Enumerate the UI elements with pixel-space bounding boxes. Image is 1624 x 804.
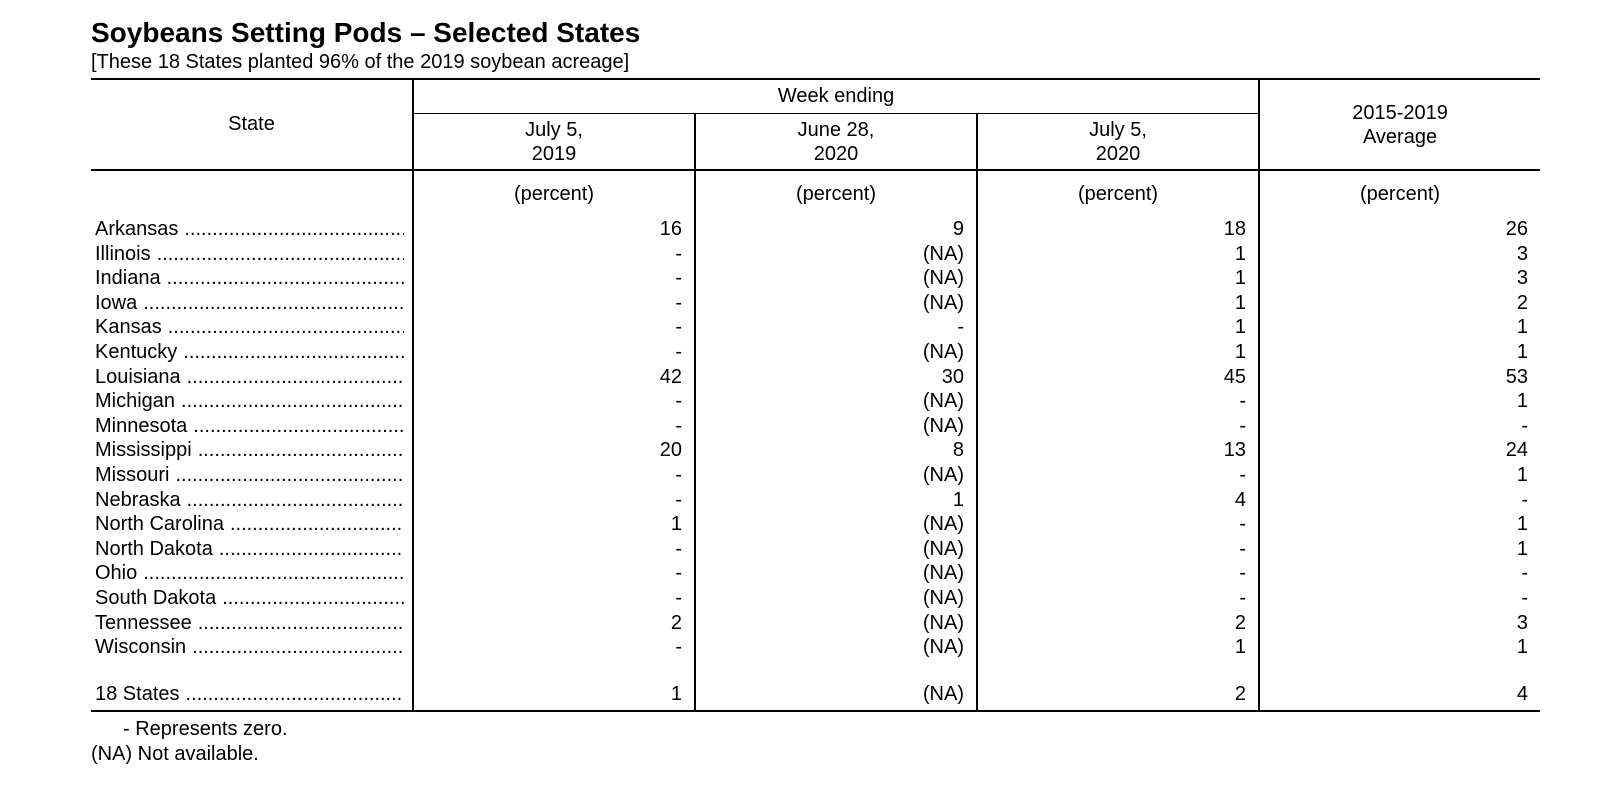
value-cell: 2 <box>413 611 695 636</box>
spacer-cell <box>977 660 1259 682</box>
value-cell: 1 <box>1259 463 1540 488</box>
state-label-with-leader <box>95 266 412 291</box>
value-cell: (NA) <box>695 682 977 712</box>
state-name: Wisconsin <box>95 636 187 659</box>
table-row <box>91 291 1540 316</box>
value-cell: - <box>977 389 1259 414</box>
value-cell: (NA) <box>695 586 977 611</box>
state-cell <box>91 611 413 636</box>
state-cell <box>91 635 413 660</box>
value-cell: (NA) <box>695 635 977 660</box>
page-title: Soybeans Setting Pods – Selected States <box>91 17 641 48</box>
spacer-cell <box>695 660 977 682</box>
value-cell: 1 <box>977 291 1259 316</box>
state-name: Michigan <box>95 390 176 413</box>
unit-blank <box>91 170 413 217</box>
dot-leader <box>157 242 404 267</box>
state-cell <box>91 512 413 537</box>
dot-leader <box>219 537 404 562</box>
state-name: North Dakota <box>95 537 213 560</box>
dot-leader <box>187 488 404 513</box>
value-cell: - <box>413 414 695 439</box>
table-row <box>91 438 1540 463</box>
dot-leader <box>168 315 404 340</box>
average-header-line1: 2015-2019 <box>1352 101 1448 124</box>
table-row <box>91 365 1540 390</box>
value-cell: 26 <box>1259 217 1540 242</box>
spacer-cell <box>413 660 695 682</box>
value-cell: 1 <box>977 242 1259 267</box>
value-cell: 18 <box>977 217 1259 242</box>
state-label-with-leader <box>95 537 412 562</box>
table-row <box>91 315 1540 340</box>
value-cell: 1 <box>413 512 695 537</box>
state-cell <box>91 389 413 414</box>
spacer-cell <box>91 660 413 682</box>
table-row <box>91 463 1540 488</box>
col1-header-line2: 2019 <box>531 142 577 165</box>
value-cell: - <box>1259 586 1540 611</box>
value-cell: - <box>977 561 1259 586</box>
value-cell: - <box>413 561 695 586</box>
value-cell: 20 <box>413 438 695 463</box>
value-cell: - <box>413 340 695 365</box>
value-cell: - <box>413 586 695 611</box>
value-cell: - <box>413 463 695 488</box>
state-label-with-leader <box>95 611 412 636</box>
value-cell: 1 <box>977 266 1259 291</box>
table-row <box>91 586 1540 611</box>
footnote-na: (NA) Not available. <box>91 743 259 766</box>
state-name: Indiana <box>95 267 161 290</box>
table-row <box>91 242 1540 267</box>
state-cell <box>91 586 413 611</box>
value-cell: 1 <box>1259 389 1540 414</box>
value-cell: 13 <box>977 438 1259 463</box>
col2-header-line1: June 28, <box>797 118 875 141</box>
state-label-with-leader <box>95 635 412 660</box>
state-name: Iowa <box>95 291 138 314</box>
value-cell: 2 <box>977 611 1259 636</box>
state-label-with-leader <box>95 242 412 267</box>
value-cell: (NA) <box>695 340 977 365</box>
value-cell: - <box>413 488 695 513</box>
state-cell <box>91 242 413 267</box>
table-row <box>91 217 1540 242</box>
state-cell <box>91 365 413 390</box>
value-cell: 42 <box>413 365 695 390</box>
state-column-header: State <box>91 79 413 170</box>
state-cell <box>91 561 413 586</box>
value-cell: - <box>977 463 1259 488</box>
state-name: North Carolina <box>95 513 224 536</box>
value-cell: 24 <box>1259 438 1540 463</box>
value-cell: - <box>977 586 1259 611</box>
value-cell: (NA) <box>695 561 977 586</box>
value-cell: - <box>413 291 695 316</box>
value-cell: - <box>413 635 695 660</box>
value-cell: 3 <box>1259 611 1540 636</box>
dot-leader <box>222 586 404 611</box>
state-cell <box>91 340 413 365</box>
state-name: Louisiana <box>95 365 181 388</box>
state-cell <box>91 315 413 340</box>
value-cell: 1 <box>977 635 1259 660</box>
value-cell: - <box>1259 488 1540 513</box>
state-cell <box>91 488 413 513</box>
state-label-with-leader <box>95 586 412 611</box>
average-header-line2: Average <box>1362 125 1438 148</box>
dot-leader <box>143 561 404 586</box>
value-cell: (NA) <box>695 242 977 267</box>
state-cell <box>91 414 413 439</box>
state-label-with-leader <box>95 365 412 390</box>
table-row <box>91 561 1540 586</box>
value-cell: - <box>977 414 1259 439</box>
value-cell: 2 <box>977 682 1259 712</box>
value-cell: - <box>977 512 1259 537</box>
table-row <box>91 512 1540 537</box>
value-cell: 1 <box>1259 512 1540 537</box>
state-name: Tennessee <box>95 611 192 634</box>
col3-header-line2: 2020 <box>1095 142 1141 165</box>
state-label-with-leader <box>95 291 412 316</box>
col-july5-2020-header <box>977 114 1259 171</box>
state-label-with-leader <box>95 512 412 537</box>
spacer-cell <box>1259 660 1540 682</box>
value-cell: (NA) <box>695 537 977 562</box>
state-label-with-leader <box>95 340 412 365</box>
unit-label: (percent) <box>977 170 1259 217</box>
value-cell: 1 <box>1259 537 1540 562</box>
state-name: Kentucky <box>95 340 178 363</box>
value-cell: (NA) <box>695 611 977 636</box>
value-cell: - <box>1259 414 1540 439</box>
value-cell: 1 <box>977 340 1259 365</box>
value-cell: 9 <box>695 217 977 242</box>
value-cell: (NA) <box>695 463 977 488</box>
dot-leader <box>175 463 404 488</box>
week-ending-header: Week ending <box>413 79 1259 114</box>
report-page <box>91 16 1540 767</box>
state-cell <box>91 291 413 316</box>
unit-label: (percent) <box>413 170 695 217</box>
state-name: Kansas <box>95 316 162 339</box>
value-cell: 1 <box>1259 635 1540 660</box>
average-column-header <box>1259 79 1540 170</box>
value-cell: 8 <box>695 438 977 463</box>
col2-header-line2: 2020 <box>813 142 859 165</box>
page-subtitle: [These 18 States planted 96% of the 2019 soybean acreage] <box>91 51 630 73</box>
state-label-with-leader <box>95 438 412 463</box>
state-label-with-leader <box>95 389 412 414</box>
value-cell: - <box>413 242 695 267</box>
state-name: Illinois <box>95 242 151 265</box>
dot-leader <box>186 682 404 707</box>
state-name: Ohio <box>95 562 138 585</box>
state-label-with-leader <box>95 488 412 513</box>
value-cell: - <box>695 315 977 340</box>
value-cell: 3 <box>1259 266 1540 291</box>
table-row <box>91 266 1540 291</box>
table-row <box>91 389 1540 414</box>
dot-leader <box>187 365 404 390</box>
value-cell: 1 <box>977 315 1259 340</box>
value-cell: 1 <box>1259 340 1540 365</box>
value-cell: - <box>413 389 695 414</box>
value-cell: 16 <box>413 217 695 242</box>
state-name: South Dakota <box>95 586 217 609</box>
state-label-with-leader <box>95 414 412 439</box>
state-label-with-leader <box>95 682 412 707</box>
state-cell <box>91 438 413 463</box>
value-cell: 2 <box>1259 291 1540 316</box>
value-cell: 30 <box>695 365 977 390</box>
state-cell <box>91 217 413 242</box>
footnotes <box>91 717 1540 767</box>
state-cell <box>91 537 413 562</box>
value-cell: (NA) <box>695 512 977 537</box>
value-cell: - <box>413 266 695 291</box>
state-name: Missouri <box>95 463 170 486</box>
state-name: Minnesota <box>95 414 188 437</box>
value-cell: 1 <box>1259 315 1540 340</box>
soybean-pods-table <box>91 78 1540 712</box>
table-row <box>91 635 1540 660</box>
state-name: Nebraska <box>95 488 181 511</box>
dot-leader <box>143 291 404 316</box>
value-cell: 1 <box>413 682 695 712</box>
value-cell: (NA) <box>695 389 977 414</box>
col-june28-2020-header <box>695 114 977 171</box>
state-cell <box>91 266 413 291</box>
dot-leader <box>183 340 404 365</box>
value-cell: 4 <box>1259 682 1540 712</box>
state-name: 18 States <box>95 682 180 705</box>
value-cell: 3 <box>1259 242 1540 267</box>
table-row <box>91 414 1540 439</box>
value-cell: (NA) <box>695 266 977 291</box>
total-row <box>91 682 1540 712</box>
state-name: Arkansas <box>95 218 179 240</box>
value-cell: 4 <box>977 488 1259 513</box>
dot-leader <box>193 414 404 439</box>
state-label-with-leader <box>95 561 412 586</box>
dot-leader <box>167 266 404 291</box>
unit-label: (percent) <box>1259 170 1540 217</box>
value-cell: - <box>413 315 695 340</box>
table-row <box>91 340 1540 365</box>
dot-leader <box>230 512 404 537</box>
table-row <box>91 488 1540 513</box>
unit-label: (percent) <box>695 170 977 217</box>
state-label-with-leader <box>95 217 412 242</box>
state-cell <box>91 463 413 488</box>
state-name: Mississippi <box>95 439 192 462</box>
dot-leader <box>192 635 404 660</box>
table-row <box>91 611 1540 636</box>
value-cell: (NA) <box>695 414 977 439</box>
value-cell: 45 <box>977 365 1259 390</box>
value-cell: 1 <box>695 488 977 513</box>
col1-header-line1: July 5, <box>525 118 583 141</box>
unit-row <box>91 170 1540 217</box>
table-row <box>91 537 1540 562</box>
col3-header-line1: July 5, <box>1089 118 1147 141</box>
value-cell: - <box>977 537 1259 562</box>
table-body <box>91 170 1540 711</box>
state-cell <box>91 682 413 712</box>
value-cell: 53 <box>1259 365 1540 390</box>
value-cell: - <box>413 537 695 562</box>
value-cell: (NA) <box>695 291 977 316</box>
dot-leader <box>198 611 404 636</box>
state-label-with-leader <box>95 315 412 340</box>
spacer-row <box>91 660 1540 682</box>
footnote-zero: - Represents zero. <box>123 718 288 741</box>
dot-leader <box>184 217 404 242</box>
dot-leader <box>181 389 404 414</box>
col-july5-2019-header <box>413 114 695 171</box>
dot-leader <box>198 438 404 463</box>
state-label-with-leader <box>95 463 412 488</box>
value-cell: - <box>1259 561 1540 586</box>
